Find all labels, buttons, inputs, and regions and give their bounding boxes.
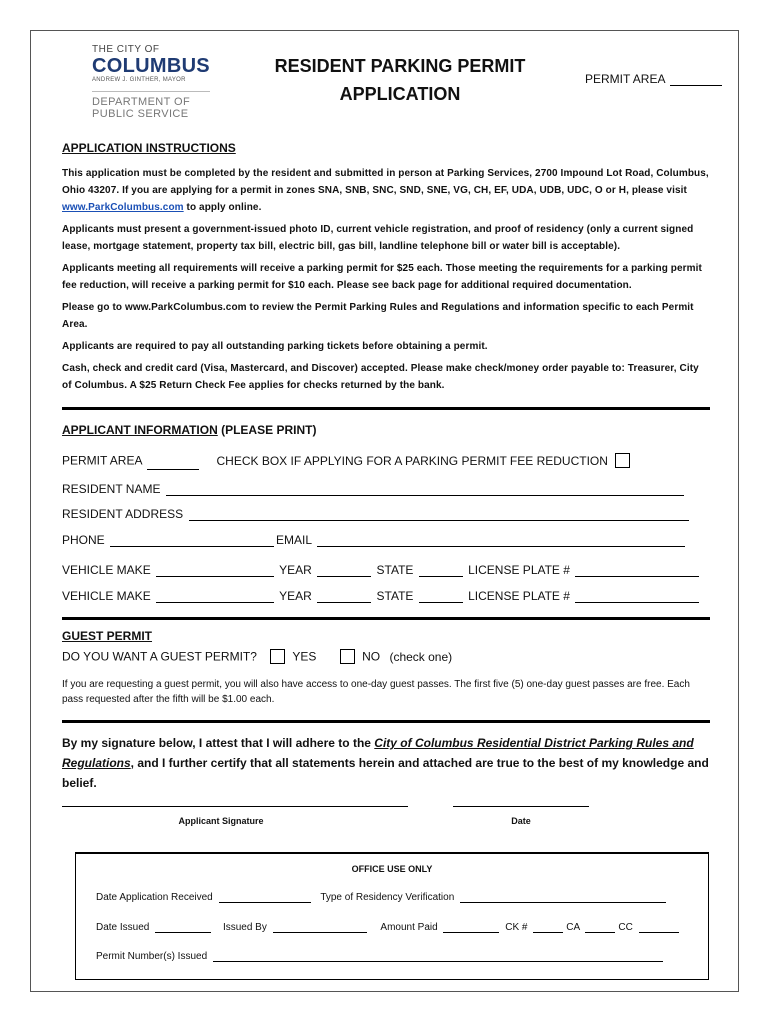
resident-address-field[interactable] bbox=[189, 508, 689, 521]
year-1-field[interactable] bbox=[317, 564, 371, 577]
ck-field[interactable] bbox=[533, 922, 563, 933]
state-2-field[interactable] bbox=[419, 590, 463, 603]
section-divider-3 bbox=[62, 720, 710, 723]
instruction-p3: Applicants meeting all requirements will receive a parking permit for $25 each. Those meeting the requirements for a parking permit fee reduction, will receive a parking permit for $10 each. Please see back page for additional required documentation. bbox=[62, 263, 702, 291]
office-use-box bbox=[75, 852, 709, 980]
state-1-field[interactable] bbox=[419, 564, 463, 577]
vehicle-make-2-field[interactable] bbox=[156, 590, 274, 603]
resident-name-field[interactable] bbox=[166, 483, 684, 496]
office-heading: OFFICE USE ONLY bbox=[351, 864, 433, 874]
logo-divider bbox=[92, 91, 210, 92]
license-plate-2-field[interactable] bbox=[575, 590, 699, 603]
title-line-2: APPLICATION bbox=[339, 84, 461, 104]
row-resident-name: RESIDENT NAME bbox=[62, 482, 686, 496]
instructions-body bbox=[62, 165, 710, 394]
instruction-p5: Applicants are required to pay all outstanding parking tickets before obtaining a permit. bbox=[62, 341, 488, 352]
row-guest-question: DO YOU WANT A GUEST PERMIT? YES NO (check one) bbox=[62, 649, 453, 664]
vehicle-make-1-field[interactable] bbox=[156, 564, 274, 577]
row-resident-address: RESIDENT ADDRESS bbox=[62, 507, 691, 521]
date-issued-field[interactable] bbox=[155, 922, 211, 933]
guest-heading: GUEST PERMIT bbox=[62, 629, 153, 643]
applicant-heading: APPLICANT INFORMATION (PLEASE PRINT) bbox=[62, 423, 317, 437]
residency-verification-field[interactable] bbox=[460, 892, 666, 903]
logo-department-2: PUBLIC SERVICE bbox=[92, 108, 189, 120]
header-permit-area-label: PERMIT AREA bbox=[585, 72, 665, 86]
attestation-text: By my signature below, I attest that I will adhere to the City of Columbus Residential District Parking Rules and Regulations, and I further certify that all statements herein and attached are true to the best of my knowledge and belief. bbox=[62, 736, 709, 790]
page-title bbox=[250, 52, 550, 108]
logo-mayor: ANDREW J. GINTHER, MAYOR bbox=[92, 77, 186, 83]
email-field[interactable] bbox=[317, 534, 685, 547]
office-row-1: Date Application Received Type of Residency Verification bbox=[96, 892, 669, 903]
date-line[interactable] bbox=[453, 806, 589, 807]
row-vehicle-1: VEHICLE MAKE YEAR STATE LICENSE PLATE # bbox=[62, 563, 701, 577]
issued-by-field[interactable] bbox=[273, 922, 367, 933]
ca-field[interactable] bbox=[585, 922, 615, 933]
header-permit-area bbox=[585, 72, 724, 86]
amount-paid-field[interactable] bbox=[443, 922, 499, 933]
parkcolumbus-link[interactable]: www.ParkColumbus.com bbox=[62, 202, 184, 213]
title-line-1: RESIDENT PARKING PERMIT bbox=[274, 56, 526, 76]
phone-field[interactable] bbox=[110, 534, 274, 547]
row-permit-area: PERMIT AREA CHECK BOX IF APPLYING FOR A PARKING PERMIT FEE REDUCTION bbox=[62, 453, 634, 470]
logo-columbus: COLUMBUS bbox=[92, 55, 210, 77]
guest-note: If you are requesting a guest permit, you will also have access to one-day guest passes. The first five (5) one-day guest passes are free. Each pass requested after the fifth will be $1.00 each. bbox=[62, 679, 690, 705]
row-vehicle-2: VEHICLE MAKE YEAR STATE LICENSE PLATE # bbox=[62, 589, 701, 603]
permit-area-field[interactable] bbox=[147, 457, 199, 470]
guest-yes-checkbox[interactable] bbox=[270, 649, 285, 664]
city-logo bbox=[92, 44, 217, 120]
date-received-field[interactable] bbox=[219, 892, 311, 903]
row-phone-email: PHONE EMAIL bbox=[62, 533, 687, 547]
date-label: Date bbox=[511, 816, 531, 826]
header-permit-area-field[interactable] bbox=[670, 73, 722, 86]
section-divider-1 bbox=[62, 407, 710, 410]
instruction-p1: This application must be completed by the resident and submitted in person at Parking Services, 2700 Impound Lot Road, Columbus, Ohio 43207. If you are applying for a permit in zones SNA, SNB, SNC, SND, SNE, VG, CH, EF, UDA, UDB, UDC, O or H, please visit www.ParkColumbus.com to apply online. bbox=[62, 168, 709, 213]
signature-label: Applicant Signature bbox=[178, 816, 264, 826]
office-row-2: Date Issued Issued By Amount Paid CK # CA CC bbox=[96, 922, 682, 933]
year-2-field[interactable] bbox=[317, 590, 371, 603]
logo-department-1: DEPARTMENT OF bbox=[92, 96, 191, 108]
instructions-heading: APPLICATION INSTRUCTIONS bbox=[62, 141, 236, 155]
fee-reduction-checkbox[interactable] bbox=[615, 453, 630, 468]
license-plate-1-field[interactable] bbox=[575, 564, 699, 577]
signature-line[interactable] bbox=[62, 806, 408, 807]
section-divider-2 bbox=[62, 617, 710, 620]
logo-the-city-of: THE CITY OF bbox=[92, 44, 160, 55]
office-row-3: Permit Number(s) Issued bbox=[96, 951, 666, 962]
instruction-p2: Applicants must present a government-issued photo ID, current vehicle registration, and proof of residency (only a current signed lease, mortgage statement, property tax bill, electric bill, gas bill, landline telephone bill or water bill is acceptable). bbox=[62, 224, 694, 252]
instruction-p6: Cash, check and credit card (Visa, Mastercard, and Discover) accepted. Please make check/money order payable to: Treasurer, City of Columbus. A $25 Return Check Fee applies for checks returned by the bank. bbox=[62, 363, 699, 391]
instruction-p4: Please go to www.ParkColumbus.com to review the Permit Parking Rules and Regulations and information specific to each Permit Area. bbox=[62, 302, 694, 330]
rules-regulations-title: City of Columbus Residential District Parking Rules and Regulations bbox=[62, 736, 694, 770]
cc-field[interactable] bbox=[639, 922, 679, 933]
permit-numbers-field[interactable] bbox=[213, 951, 663, 962]
guest-no-checkbox[interactable] bbox=[340, 649, 355, 664]
